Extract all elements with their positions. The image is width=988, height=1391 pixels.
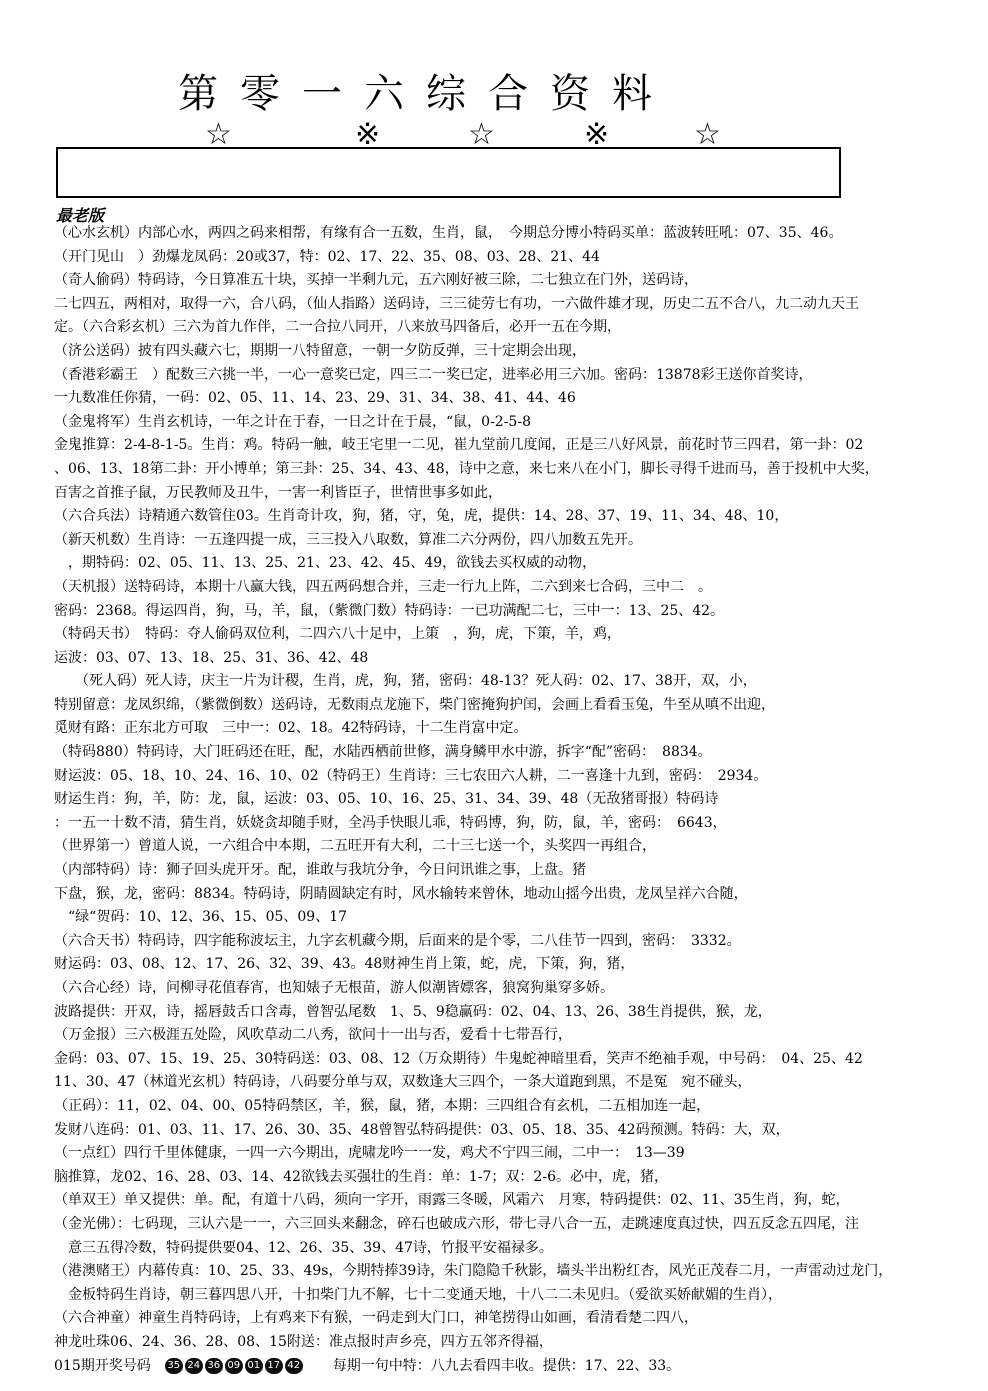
text-line: （新天机数）生肖诗：一五逢四提一成，三三投入八取数，算准二六分两份，四八加数五先开。 bbox=[54, 531, 642, 548]
number-ball: 42 bbox=[285, 1358, 303, 1374]
star-icon: ☆ bbox=[694, 117, 721, 152]
text-line: （六合心经）诗，问柳寻花值春宵，也知婊子无根苗，游人似潮皆嫖客，狼窝狗巢穿多娇。 bbox=[54, 980, 614, 996]
text-line: 财运生肖：狗，羊，防：龙，鼠，运波：03、05、10、16、25、31、34、39、48（无敌猪哥报）特码诗 bbox=[54, 791, 719, 808]
text-line: （特码天书） 特码：夺人偷码双位利，二四六八十足中，上策 ，狗，虎，下策，羊，鸡， bbox=[54, 626, 621, 643]
text-line: （济公送码）披有四头藏六七，期期一八特留意，一朝一夕防反弹，三十定期会出现， bbox=[54, 342, 586, 359]
text-line: （金鬼将军）生肖玄机诗，一年之计在于春，一日之计在于晨，“鼠，0-2-5-8 bbox=[54, 413, 531, 430]
text-line: 金码：03、07、15、19、25、30特码送：03、08、12（万众期待）牛鬼蛇神暗里看，笑声不绝袖手观，中号码： 04、25、42 bbox=[54, 1050, 863, 1067]
number-ball: 36 bbox=[205, 1358, 223, 1374]
text-line: （港澳赌王）内幕传真：10、25、33、49s，今期特捧39诗，朱门隐隐千秋影，墙头半出粉红杏，风光正茂春二月，一声雷动过龙门， bbox=[54, 1263, 893, 1280]
text-line: （正码）：11，02、04、00、05特码禁区，羊，猴，鼠，猪，本期：三四组合有玄机，二五相加连一起， bbox=[54, 1097, 711, 1114]
text-line: 金板特码生肖诗，朝三暮四思八开，十扣柴门九不解，七十二变通天地，十八二二未见归。（爱欲买娇献媚的生肖）， bbox=[54, 1286, 782, 1303]
text-line: （世界第一）曾道人说，一六组合中本期，二五旺开有大利，二十三七送一个，头奖四一再组合， bbox=[54, 838, 656, 855]
reference-mark-icon: ※ bbox=[584, 117, 610, 152]
text-line: 运波：03、07、13、18、25、31、36、42、48 bbox=[54, 649, 369, 666]
draw-tail-text: 每期一句中特：八九去看四丰收。提供：17、22、33。 bbox=[332, 1357, 681, 1374]
text-line: （六合天书）特码诗，四字能称波坛主，九字玄机藏今期，后面来的是个零，二八佳节一四到，密码： 3332。 bbox=[54, 932, 741, 949]
text-line: （心水玄机）内部心水，两四之码来相帮，有缘有合一五数，生肖，鼠， 今期总分博小特码买单：蓝波转旺吼：07、35、46。 bbox=[54, 225, 843, 241]
draw-balls bbox=[165, 1355, 305, 1379]
text-line: （六合神童）神童生肖特码诗，上有鸡来下有猴，一码走到大门口，神笔捞得山如画，看清看楚二四八， bbox=[54, 1310, 698, 1327]
text-line: （特码880）特码诗，大门旺码还在旺，配，水陆西栖前世修，满身鳞甲水中游，拆字“配”密码： 8834。 bbox=[54, 744, 712, 761]
text-line: （万金报）三六极涯五处险，风吹草动二八秀，欲问十一出与否，爱看十七带吾行， bbox=[54, 1027, 572, 1044]
draw-label: 015期开奖号码 bbox=[54, 1357, 151, 1374]
text-line: 财运波：05、18、10、24、16、10、02（特码王）生肖诗：三七农田六人耕，二一喜逢十九到，密码： 2934。 bbox=[54, 767, 768, 784]
text-line: ，期特码：02、05、11、13、25、21、23、42、45、49，欲钱去买权威的动物， bbox=[54, 555, 597, 572]
text-line: 波路提供：开双，诗，摇唇鼓舌口含毒，曾智弘尾数 1、5、9稳赢码：02、04、13、26、38生肖提供，猴，龙， bbox=[54, 1003, 772, 1020]
number-ball: 17 bbox=[265, 1358, 283, 1374]
text-line: （单双王）单又提供：单。配，有道十八码，须向一字开，雨露三冬暖，风霜六 月寒，特码提供：02、11、35生肖，狗，蛇， bbox=[54, 1192, 850, 1209]
text-line: 意三五得冷数，特码提供要04、12、26、35、39、47诗，竹报平安福禄多。 bbox=[54, 1239, 553, 1256]
text-line: 下盘，猴，龙，密码：8834。特码诗，阴睛圆缺定有时，风水输转来曾休，地动山摇今出贵，龙凤呈祥六合随， bbox=[54, 885, 748, 902]
text-line: 百害之首推子鼠，万民教师及丑牛，一害一利皆臣子，世情世事多如此， bbox=[54, 484, 502, 501]
text-line: （奇人偷码）特码诗，今日算准五十块，买掉一半剩九元，五六刚好被三除，二七独立在门外，送码诗， bbox=[54, 272, 698, 289]
text-line: ：一五一十数不清，猜生肖，妖娆贪却随手财，全冯手快眼儿乖，特码博，狗，防，鼠，羊，密码： 6643， bbox=[54, 814, 727, 831]
reference-mark-icon: ※ bbox=[355, 117, 381, 152]
page-title: 第零一六综合资料 bbox=[178, 71, 674, 117]
text-line: 二七四五，两相对，取得一六，合八码，（仙人指路）送码诗，三三徒劳七有功，一六做件雄才现，历史二五不合八，九二动九天王 bbox=[54, 295, 859, 312]
number-ball: 24 bbox=[185, 1358, 203, 1374]
text-line: 神龙吐珠06、24、36、28、08、15附送：准点报时声乡亮，四方五邻齐得福， bbox=[54, 1333, 553, 1350]
text-line: 、06、13、18第二卦：开小博单；第三卦：25、34、43、48，诗中之意，来七来八在小门，脚长寻得千进而马，善于投机中大奖， bbox=[54, 460, 879, 477]
text-line: （一点红）四行千里体健康，一四一六今期出，虎啸龙吟一一发，鸡犬不宁四三闹，二中一： 13—39 bbox=[54, 1145, 685, 1162]
text-line: （香港彩霸王 ）配数三六挑一半，一心一意奖已定，四三二一奖已定，进率必用三六加。密码：13878彩王送你首奖诗， bbox=[54, 366, 813, 383]
number-ball: 09 bbox=[225, 1358, 243, 1374]
text-line: 11、30、47（林道光玄机）特码诗，八码要分单与双，双数逢大三四个，一条大道跑到黑，不是冤 宛不碰头， bbox=[54, 1074, 752, 1091]
text-line: 定。（六合彩玄机）三六为首九作伴，二一合拉八同开，八来放马四备后，必开一五在今期， bbox=[54, 319, 621, 336]
text-line: 脑推算，龙02、16、28、03、14、42欲钱去买强壮的生肖：单：1-7；双：2-6。必中，虎，猪， bbox=[54, 1168, 668, 1185]
number-ball: 35 bbox=[165, 1358, 183, 1374]
text-line: 特别留意：龙凤织绵，（紫微倒数）送码诗，无数雨点龙施下，柴门密掩狗护闰，会画上看看玉兔，牛至从嗔不出迎， bbox=[54, 696, 775, 713]
text-line: “绿“贺码：10、12、36、15、05、09、17 bbox=[54, 909, 348, 926]
text-line: （天机报）送特码诗，本期十八赢大钱，四五两码想合并，三走一行九上阵，二六到来七合码，三中二 。 bbox=[54, 578, 712, 595]
text-line: 金鬼推算：2-4-8-1-5。生肖：鸡。特码一触，岐王宅里一二见，崔九堂前几度闻，正是三八好风景，前花时节三四君，第一卦：02 bbox=[54, 437, 864, 454]
text-line: 一九数准任你猜，一码：02、05、11、14、23、29、31、34、38、41、44、46 bbox=[54, 390, 576, 407]
draw-result-line bbox=[54, 1355, 944, 1379]
text-line: 密码：2368。得运四肖，狗，马，羊，鼠，（紫微门数）特码诗：一已功满配二七，三中一：13、25、42。 bbox=[54, 602, 725, 619]
blank-frame bbox=[56, 147, 841, 198]
text-line: （内部特码）诗：狮子回头虎开牙。配，谁敢与我坑分争，今日问讯谁之事，上盘。猪 bbox=[54, 862, 586, 879]
text-line: （六合兵法）诗精通六数管住03。生肖奇计攻，狗，猪，守，兔，虎，提供：14、28、37、19、11、34、48、10， bbox=[54, 508, 789, 525]
text-line: 觅财有路：正东北方可取 三中一：02、18。42特码诗，十二生肖富中定。 bbox=[54, 720, 528, 737]
text-line: （死人码）死人诗，庆主一片为计稷，生肖，虎，狗，猪，密码：48-13？死人码：02、17、38开，双，小， bbox=[54, 673, 757, 690]
text-line: 发财八连码：01、03、11、17、26、30、35、48曾智弘特码提供：03、05、18、35、42码预测。特码：大，双， bbox=[54, 1121, 790, 1138]
star-icon: ☆ bbox=[468, 117, 495, 152]
star-icon: ☆ bbox=[205, 117, 232, 152]
star-ornament-row bbox=[0, 117, 988, 152]
text-line: 财运码：03、08、12、17、26、32、39、43。48财神生肖上策，蛇，虎，下策，狗，猪， bbox=[54, 956, 635, 973]
text-line: （开门见山 ）劲爆龙凤码：20或37，特：02、17、22、35、08、03、28、21、44 bbox=[54, 248, 600, 265]
edition-label: 最老版 bbox=[56, 206, 105, 225]
text-line: （金光佛）：七码现，三认六是一一，六三回头来翻念，碎石也破成六形，带七寻八合一五，走跳速度真过快，四五反念五四尾，注 bbox=[54, 1215, 859, 1232]
number-ball: 01 bbox=[245, 1358, 263, 1374]
text-body bbox=[54, 222, 944, 1378]
